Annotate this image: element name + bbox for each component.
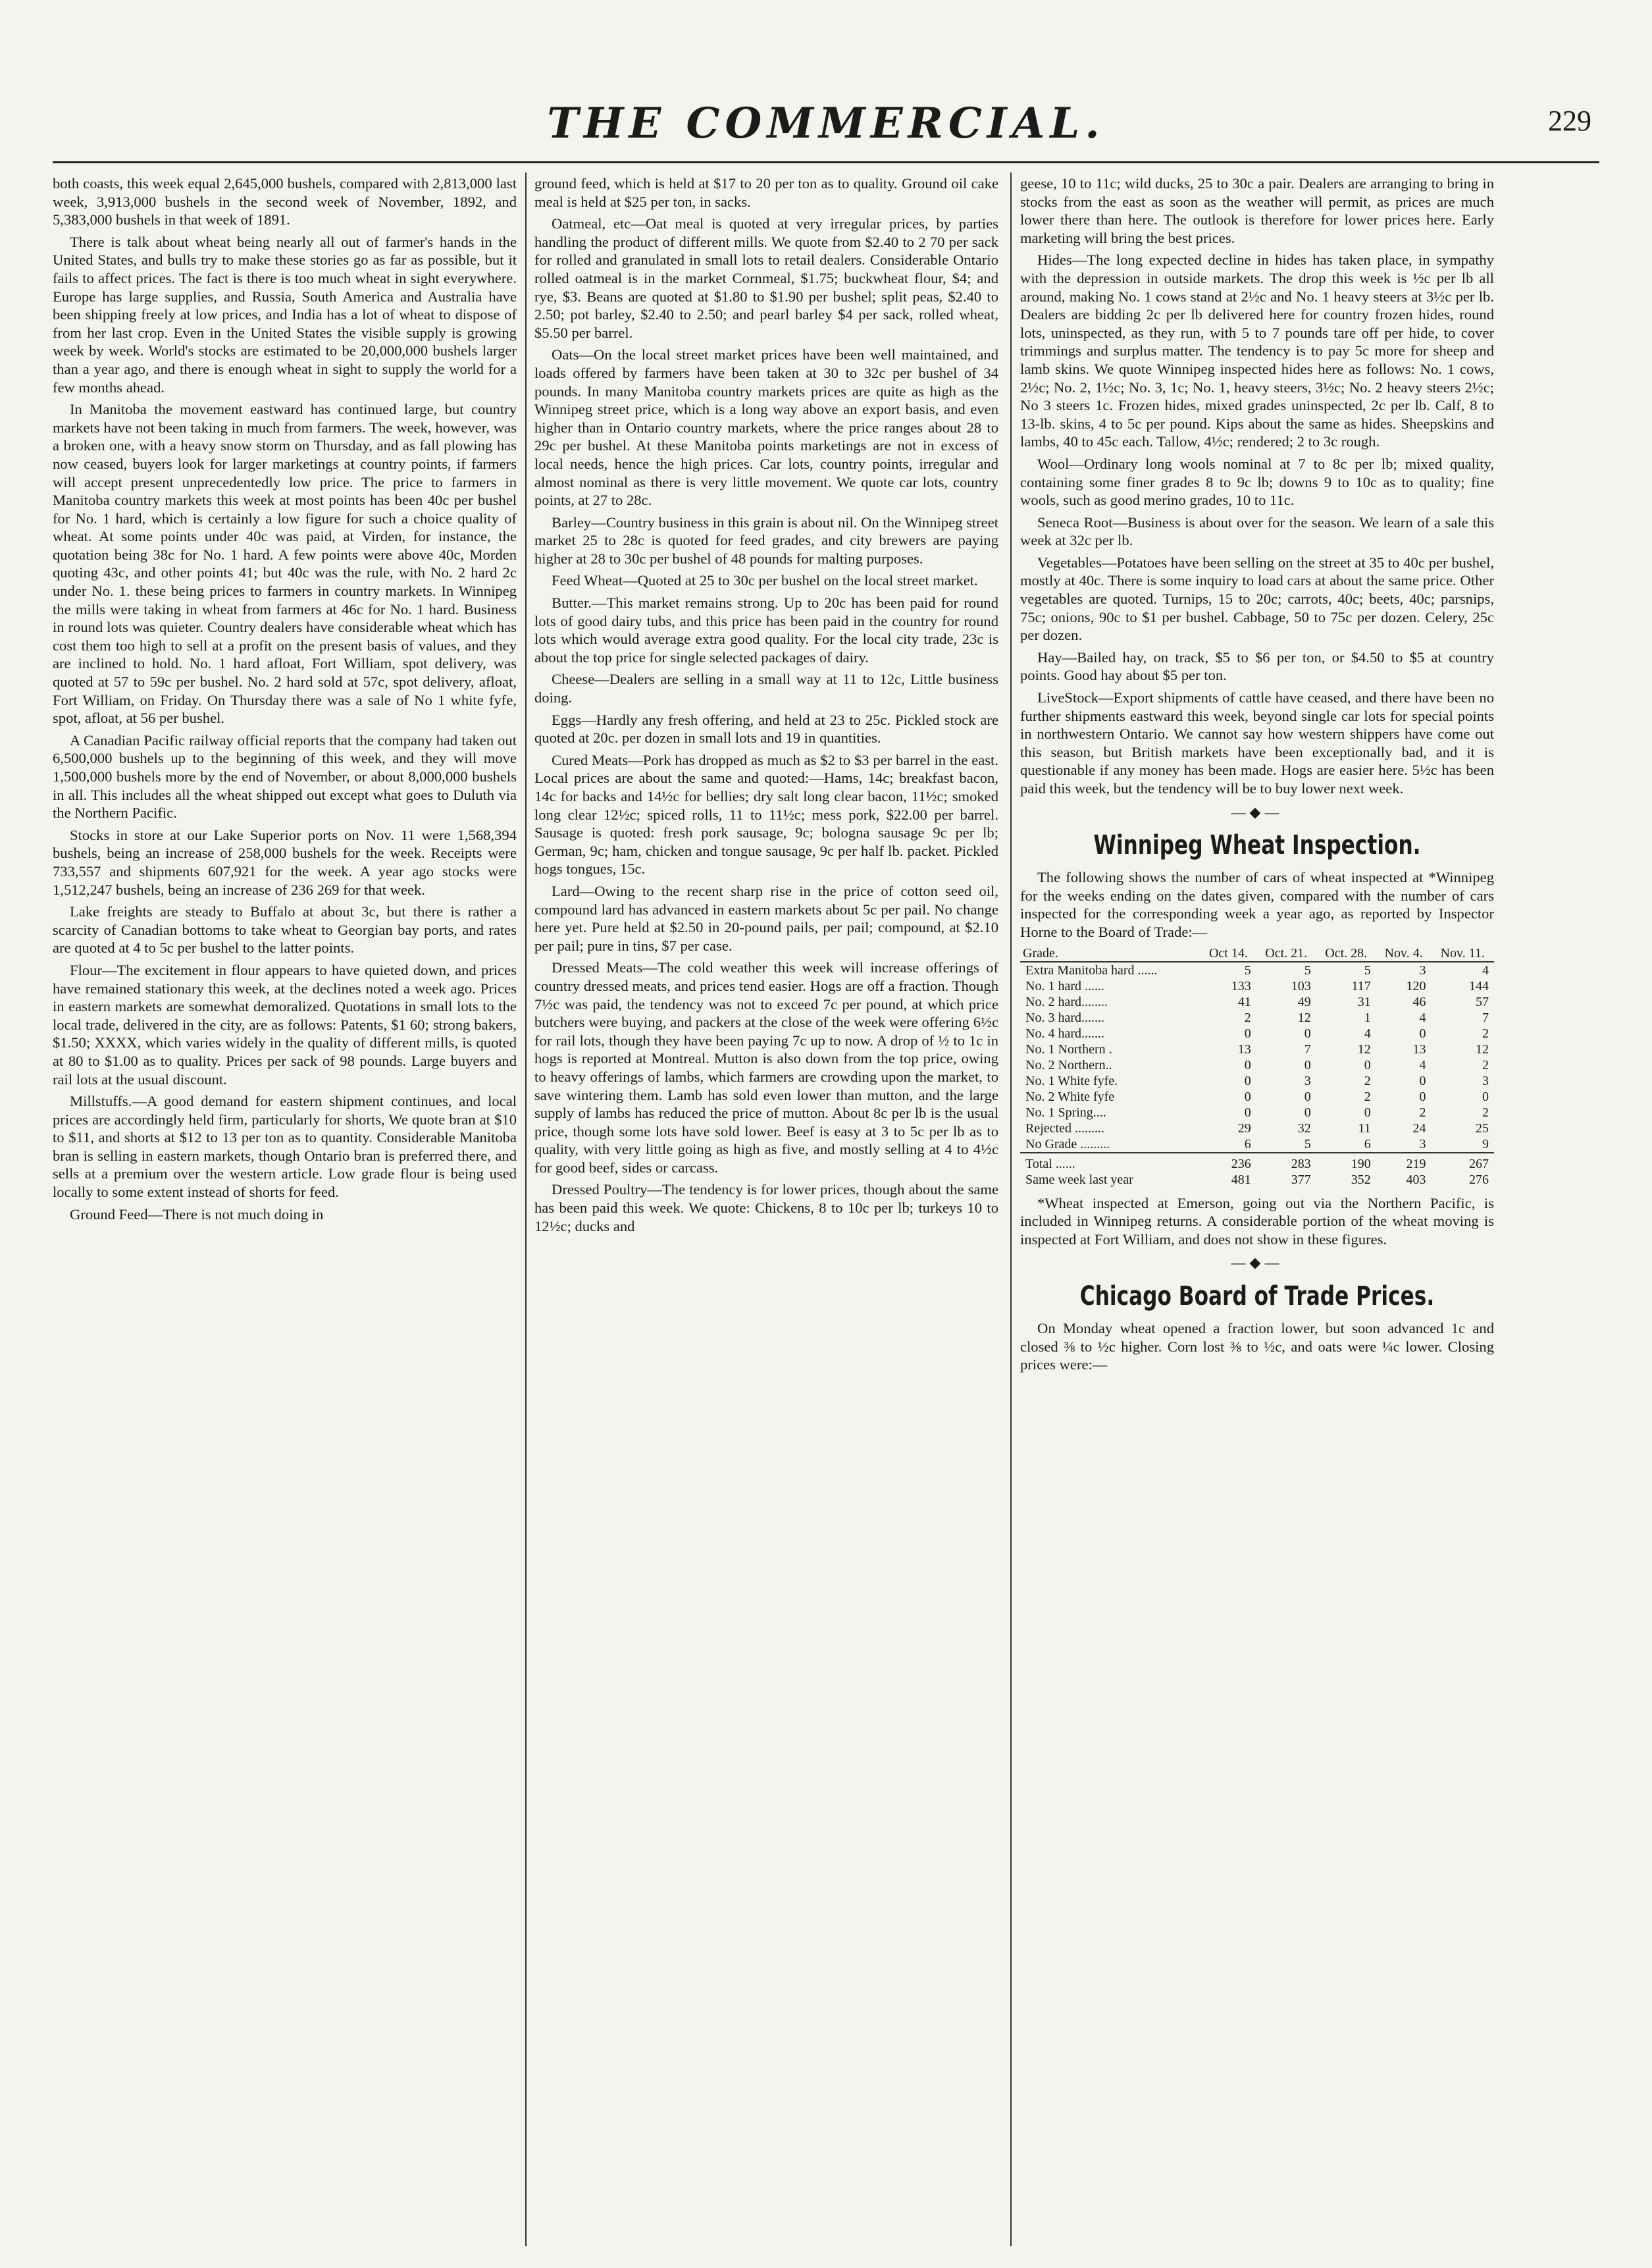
- grade-label: No Grade .........: [1025, 1136, 1110, 1151]
- car-count: 3: [1419, 963, 1426, 978]
- table-row: [1020, 1153, 1494, 1172]
- car-count: 5: [1304, 963, 1311, 978]
- paragraph: There is talk about wheat being nearly all out of farmer's hands in the United States, and bulls try to make these stories go as far as possible, but it fails to affect prices. The fact is there is too much wheat in sight everywhere. Europe has large supplies, and Russia, South America and Australia have been shipping freely at low prices, and India has a lot of wheat to dispose of from her last crop. Even in the United States the visible supply is growing week by week. World's stocks are estimated to be 20,000,000 bushels larger than a year ago, and there is enough wheat in sight to supply the world for a few months ahead.: [53, 233, 517, 396]
- car-count: 481: [1231, 1172, 1251, 1187]
- column-2: [534, 174, 998, 2248]
- grade-label: No. 1 Northern .: [1025, 1042, 1112, 1057]
- grade-label: No. 1 White fyfe.: [1025, 1073, 1118, 1088]
- paragraph: Cured Meats—Pork has dropped as much as $2 to $3 per barrel in the east. Local prices are about the same and quoted:—Hams, 14c; breakfast bacon, 14c for backs and 14½c for bellies; dry salt long clear bacon, 11½c; smoked long clear 12½c; spiced rolls, 11 to 11½c; mess pork, $22.00 per barrel. Sausage is quoted: fresh pork sausage, 9c; bologna sausage 9c per lb; German, 9c; ham, chicken and tongue sausage, 9c per half lb. packet. Pickled hogs tongues, 15c.: [534, 751, 998, 878]
- wheat-intro: The following shows the number of cars of wheat inspected at *Winnipeg for the weeks ending on the dates given, compared with the number of cars inspected for the corresponding week a year ago, as reported by Inspector Horne to the Board of Trade:—: [1020, 869, 1494, 940]
- grade-label: Same week last year: [1025, 1172, 1133, 1187]
- paragraph: Dressed Meats—The cold weather this week will increase offerings of country dressed meats, and prices tend easier. Hogs are off a fraction. Though 7½c was paid, the tendency was not to exceed 7c per pound, at which price butchers were buying, and packers at the close of the week were offering 6½c for rail lots, though they have been paying 7c up to now. A drop of ½ to 1c in hogs is reported at Montreal. Mutton is also down from the top price, owing to heavy offerings of lambs, which farmers are crowding upon the market, to save wintering them. Lamb has sold even lower than mutton, and the large supply of lambs has reduced the price of mutton. About 8c per lb is the usual price, though some lots have sold lower. Beef is easy at 3 to 5c per lb as to quality, with very little going as high as five, and mostly selling at 4 to 4½c for good beef, sides or carcass.: [534, 959, 998, 1176]
- car-count: 6: [1244, 1136, 1251, 1151]
- column-header: Grade.: [1020, 945, 1200, 962]
- car-count: 5: [1304, 1136, 1311, 1151]
- paragraph: Seneca Root—Business is about over for the season. We learn of a sale this week at 32c per lb.: [1020, 514, 1494, 549]
- grade-label: Rejected .........: [1025, 1121, 1104, 1136]
- car-count: 2: [1482, 1105, 1489, 1120]
- car-count: 2: [1482, 1026, 1489, 1041]
- paragraph: Vegetables—Potatoes have been selling on the street at 35 to 40c per bushel, mostly at 40c. There is some inquiry to load cars at about the same price. Other vegetables are quoted. Turnips, 15 to 20c; carrots, 40c; beets, 40c; parsnips, 75c; onions, 90c to $1 per bushel. Cabbage, 50 to 75c per dozen. Celery, 25c per dozen.: [1020, 554, 1494, 644]
- car-count: 403: [1406, 1172, 1426, 1187]
- table-row: [1020, 1010, 1494, 1026]
- table-row: [1020, 978, 1494, 994]
- car-count: 377: [1291, 1172, 1311, 1187]
- grade-label: No. 2 hard........: [1025, 994, 1108, 1009]
- car-count: 46: [1412, 994, 1426, 1009]
- grade-label: No. 3 hard.......: [1025, 1010, 1104, 1025]
- car-count: 4: [1419, 1010, 1426, 1025]
- grade-label: No. 2 White fyfe: [1025, 1089, 1115, 1104]
- paragraph: ground feed, which is held at $17 to 20 per ton as to quality. Ground oil cake meal is held at $25 per ton, in sacks.: [534, 175, 998, 210]
- car-count: 29: [1237, 1121, 1251, 1136]
- car-count: 3: [1419, 1136, 1426, 1151]
- car-count: 12: [1297, 1010, 1311, 1025]
- column-rule: [525, 172, 527, 2246]
- wheat-inspection-heading: Winnipeg Wheat Inspection.: [1093, 830, 1421, 861]
- car-count: 0: [1364, 1057, 1371, 1072]
- paragraph: Ground Feed—There is not much doing in: [70, 1205, 324, 1223]
- car-count: 4: [1364, 1026, 1371, 1041]
- grade-label: No. 2 Northern..: [1025, 1057, 1112, 1072]
- car-count: 103: [1291, 978, 1311, 993]
- column-header: Nov. 11.: [1432, 945, 1495, 962]
- car-count: 120: [1406, 978, 1426, 993]
- car-count: 0: [1244, 1073, 1251, 1088]
- car-count: 0: [1419, 1073, 1426, 1088]
- car-count: 41: [1237, 994, 1251, 1009]
- car-count: 13: [1412, 1042, 1426, 1057]
- car-count: 31: [1357, 994, 1371, 1009]
- table-row: [1020, 1121, 1494, 1136]
- wheat-inspection-table: [1020, 945, 1494, 1188]
- paragraph: Hay—Bailed hay, on track, $5 to $6 per ton, or $4.50 to $5 at country points. Good hay about $5 per ton.: [1020, 648, 1494, 684]
- chicago-heading: Chicago Board of Trade Prices.: [1079, 1280, 1435, 1311]
- car-count: 1: [1364, 1010, 1371, 1025]
- car-count: 144: [1469, 978, 1489, 993]
- paragraph: Barley—Country business in this grain is about nil. On the Winnipeg street market 25 to 28c is quoted for feed grades, and city brewers are paying higher at 28 to 30c per bushel of 48 pounds for malting purposes.: [534, 514, 998, 567]
- car-count: 219: [1376, 1153, 1432, 1172]
- car-count: 0: [1244, 1089, 1251, 1104]
- table-row: [1020, 1026, 1494, 1042]
- column-header: Nov. 4.: [1376, 945, 1432, 962]
- car-count: 276: [1469, 1172, 1489, 1187]
- paragraph: Stocks in store at our Lake Superior ports on Nov. 11 were 1,568,394 bushels, being an increase of 258,000 bushels for the week. Receipts were 733,557 and shipments 607,921 for the week. A year ago stocks were 1,512,247 bushels, being an increase of 236 269 for that week.: [53, 826, 517, 898]
- paragraph: Hides—The long expected decline in hides has taken place, in sympathy with the depression in outside markets. The drop this week is ½c per lb all around, making No. 1 cows stand at 2½c and No. 1 heavy steers at 3½c per lb. Dealers are bidding 2c per lb delivered here for country frozen hides, round lots, uninspected, as they run, with 5 to 7 pounds tare off per hide, to cover trimmings and surplus matter. The tendency is to pay 5c more for sheep and lamb skins. We quote Winnipeg inspected hides here as follows: No. 1 cows, 2½c; No. 2, 1½c; No. 3, 1c; No. 1, heavy steers, 3½c; No. 2 heavy steers 2½c; No 3 steers 1c. Frozen hides, mixed grades uninspected, 2c per lb. Calf, 8 to 13-lb. skins, 4 to 5c per pound. Kips about the same as hides. Sheepskins and lambs, 40 to 45c each. Tallow, 4½c; rendered; 2 to 3c rough.: [1020, 251, 1494, 450]
- car-count: 2: [1364, 1073, 1371, 1088]
- chicago-text: On Monday wheat opened a fraction lower, but soon advanced 1c and closed ⅜ to ½c higher. Corn lost ⅜ to ½c, and oats were ¼c lower. Closing prices were:—: [1020, 1319, 1494, 1373]
- column-header: Oct. 28.: [1316, 945, 1376, 962]
- car-count: 4: [1419, 1057, 1426, 1072]
- paragraph: Lard—Owing to the recent sharp rise in the price of cotton seed oil, compound lard has advanced in eastern markets about 5c per pail. No change here yet. Pure held at $2.50 in 20-pound pails, per pail; compound, at $2.10 per pail; pure in tins, $7 per case.: [534, 882, 998, 954]
- car-count: 32: [1297, 1121, 1311, 1136]
- paragraph: geese, 10 to 11c; wild ducks, 25 to 30c a pair. Dealers are arranging to bring in stocks from the east as soon as the weather will permit, as prices are much lower there than here. The outlook is therefore for lower prices here. Early marketing will bring the best prices.: [1020, 175, 1494, 246]
- car-count: 13: [1237, 1042, 1251, 1057]
- car-count: 5: [1364, 963, 1371, 978]
- paragraph: LiveStock—Export shipments of cattle have ceased, and there have been no further shipments eastward this week, beyond single car lots for special points in northwestern Ontario. We cannot say how western shippers have come out this season, but British markets have been exceptionally bad, and it is questionable if any money has been made. Hogs are easier here. 5½c has been paid this week, but the tendency will be to buy lower next week.: [1020, 689, 1494, 797]
- table-row: [1020, 1042, 1494, 1057]
- column-header: Oct 14.: [1200, 945, 1256, 962]
- car-count: 5: [1244, 963, 1251, 978]
- paragraph: Lake freights are steady to Buffalo at about 3c, but there is rather a scarcity of Canadian bottoms to take wheat to Georgian bay ports, and rates are quoted at 4 to 5c per bushel to the latter points.: [53, 903, 517, 957]
- table-row: [1020, 1057, 1494, 1073]
- grade-label: No. 1 hard ......: [1025, 978, 1104, 993]
- table-row: [1020, 1136, 1494, 1153]
- paragraph: Eggs—Hardly any fresh offering, and held at 23 to 25c. Pickled stock are quoted at 20c. per dozen in small lots and 19 in quantities.: [534, 711, 998, 747]
- paragraph: Feed Wheat—Quoted at 25 to 30c per bushel on the local street market.: [552, 572, 978, 589]
- car-count: 0: [1304, 1105, 1311, 1120]
- car-count: 2: [1364, 1089, 1371, 1104]
- car-count: 267: [1432, 1153, 1495, 1172]
- table-row: [1020, 1172, 1494, 1188]
- paragraph: Wool—Ordinary long wools nominal at 7 to 8c per lb; mixed quality, containing some finer grades 8 to 9c lb; downs 9 to 10c as to quality; fine wools, such as good merino grades, 10 to 11c.: [1020, 455, 1494, 509]
- car-count: 3: [1304, 1073, 1311, 1088]
- header-rule: [53, 161, 1599, 163]
- car-count: 3: [1482, 1073, 1489, 1088]
- paragraph: In Manitoba the movement eastward has continued large, but country markets have not been taking in much from farmers. The week, however, was a broken one, with a heavy snow storm on Thursday, and as fall plowing has now ceased, buyers look for larger marketings at country points, if farmers will accept present unprecedentedly low price. The price to farmers in Manitoba country markets this week at most points has been 40c per bushel for No. 1 hard, which is certainly a low figure for such a choice quality of wheat. At some points under 40c was paid, at Virden, for instance, the quotation being 38c for No. 1 hard. A few points were above 40c, Morden quoting 43c, and other points 41; but 40c was the rule, with No. 2 hard 2c under No. 1. these being prices to farmers in country markets. In Winnipeg the mills were taking in wheat from farmers at 46c for No. 1 hard. Business in round lots was quieter. Country dealers have considerable wheat which has cost them too high to sell at a profit on the present basis of values, and they are inclined to hold. No. 1 hard afloat, Fort William, spot delivery, was quoted at 57 to 59c per bushel. No. 2 hard sold at 57c, spot delivery, afloat, Fort William, on Friday. On Thursday there was a sale of No 1 white fyfe, spot, afloat, at 56 per bushel.: [53, 401, 517, 727]
- table-row: [1020, 962, 1494, 978]
- car-count: 2: [1482, 1057, 1489, 1072]
- paragraph: Oatmeal, etc—Oat meal is quoted at very irregular prices, by parties handling the product of different mills. We quote from $2.40 to 2 70 per sack for rolled and granulated in small lots to retail dealers. Considerable Ontario rolled oatmeal is in the market Cornmeal, $1.75; buckwheat flour, $4; and rye, $3. Beans are quoted at $1.80 to $1.90 per bushel; split peas, $2.40 to 2.50; pot barley, $2.40 to 2.50; and pearl barley $4 per sack, rolled wheat, $5.50 per barrel.: [534, 215, 998, 341]
- section-ornament: —◆—: [1231, 1254, 1283, 1271]
- grade-label: Extra Manitoba hard ......: [1025, 963, 1158, 978]
- column-header: Oct. 21.: [1256, 945, 1316, 962]
- car-count: 57: [1476, 994, 1489, 1009]
- paragraph: A Canadian Pacific railway official reports that the company had taken out 6,500,000 bushels up to the beginning of this week, and they will move 1,500,000 bushels more by the end of November, or about 8,000,000 bushels in all. This includes all the wheat shipped out except what goes to Duluth via the Northern Pacific.: [53, 731, 517, 822]
- page-number: 229: [1548, 105, 1591, 137]
- column-1: [53, 174, 517, 2248]
- car-count: 7: [1304, 1042, 1311, 1057]
- paragraph: Cheese—Dealers are selling in a small way at 11 to 12c, Little business doing.: [534, 671, 998, 706]
- car-count: 0: [1304, 1057, 1311, 1072]
- car-count: 0: [1244, 1026, 1251, 1041]
- grade-label: No. 1 Spring....: [1025, 1105, 1106, 1120]
- column-rule: [1010, 172, 1012, 2246]
- car-count: 11: [1358, 1121, 1371, 1136]
- car-count: 49: [1297, 994, 1311, 1009]
- car-count: 117: [1351, 978, 1371, 993]
- paragraph: Millstuffs.—A good demand for eastern shipment continues, and local prices are accordingly held firm, particularly for shorts, We quote bran at $10 to $11, and shorts at $12 to 13 per ton as to quantity. Considerable Manitoba bran is selling in eastern markets, though Ontario bran is preferred there, and sells at a premium over the western article. Low grade flour is being used locally to some extent instead of shorts for feed.: [53, 1093, 517, 1201]
- car-count: 0: [1364, 1105, 1371, 1120]
- car-count: 2: [1419, 1105, 1426, 1120]
- car-count: 4: [1482, 963, 1489, 978]
- paragraph: Oats—On the local street market prices have been well maintained, and loads offered by farmers have been taken at 30 to 32c per bushel of 34 pounds. In many Manitoba country markets prices are quite as high as the Winnipeg street price, which is a long way above an export basis, and even higher than in Ontario country markets, where the price ranges about 28 to 29c per bushel. At these Manitoba points marketings are not in excess of local needs, hence the high prices. Car lots, country points, irregular and almost nominal as there is very little movement. We quote car lots, country points, at 27 to 28c.: [534, 346, 998, 509]
- wheat-footnote: *Wheat inspected at Emerson, going out via the Northern Pacific, is included in Winnipeg returns. A considerable portion of the wheat moving is inspected at Fort William, and does not show in these figures.: [1020, 1194, 1494, 1248]
- column-3: [1020, 174, 1494, 2248]
- car-count: 0: [1244, 1057, 1251, 1072]
- table-row: [1020, 1089, 1494, 1105]
- car-count: 190: [1316, 1153, 1376, 1172]
- car-count: 12: [1476, 1042, 1489, 1057]
- car-count: 25: [1476, 1121, 1489, 1136]
- table-body: [1020, 962, 1494, 1188]
- paragraph: Dressed Poultry—The tendency is for lower prices, though about the same has been paid this week. We quote: Chickens, 8 to 10c per lb; turkeys 10 to 12½c; ducks and: [534, 1181, 998, 1234]
- paragraph: Butter.—This market remains strong. Up to 20c has been paid for round lots of good dairy tubs, and this price has been paid in the country for round lots which would average extra good quality. For the local city trade, 23c is about the top price for single selected packages of dairy.: [534, 594, 998, 666]
- table-header-row: [1020, 945, 1494, 962]
- paragraph: both coasts, this week equal 2,645,000 bushels, compared with 2,813,000 last week, 3,913,000 bushels in the second week of November, 1892, and 5,383,000 bushels in that week of 1891.: [53, 175, 517, 228]
- car-count: 7: [1482, 1010, 1489, 1025]
- section-ornament: —◆—: [1231, 803, 1283, 820]
- paragraph: Flour—The excitement in flour appears to have quieted down, and prices have remained stationary this week, at the declines noted a week ago. Prices in eastern markets are somewhat demoralized. Quotations in small lots to the local trade, delivered in the city, are as follows: Patents, $1 60; strong bakers, $1.50; XXXX, which varies widely in the quality of different mills, is quoted at 80 to $1.00 as to quality. Prices per sack of 98 pounds. Large buyers and rail lots at the usual discount.: [53, 961, 517, 1088]
- car-count: 0: [1304, 1089, 1311, 1104]
- table-row: [1020, 994, 1494, 1010]
- car-count: 0: [1419, 1026, 1426, 1041]
- car-count: 0: [1304, 1026, 1311, 1041]
- car-count: 6: [1364, 1136, 1371, 1151]
- grade-label: Total ......: [1020, 1153, 1200, 1172]
- grade-label: No. 4 hard.......: [1025, 1026, 1104, 1041]
- car-count: 0: [1482, 1089, 1489, 1104]
- car-count: 283: [1256, 1153, 1316, 1172]
- car-count: 2: [1244, 1010, 1251, 1025]
- car-count: 0: [1419, 1089, 1426, 1104]
- masthead: [0, 79, 1652, 158]
- car-count: 24: [1412, 1121, 1426, 1136]
- car-count: 0: [1244, 1105, 1251, 1120]
- car-count: 352: [1351, 1172, 1371, 1187]
- car-count: 9: [1482, 1136, 1489, 1151]
- car-count: 133: [1231, 978, 1251, 993]
- table-row: [1020, 1073, 1494, 1089]
- newspaper-title: THE COMMERCIAL.: [547, 99, 1105, 148]
- table-row: [1020, 1105, 1494, 1121]
- car-count: 12: [1357, 1042, 1371, 1057]
- car-count: 236: [1200, 1153, 1256, 1172]
